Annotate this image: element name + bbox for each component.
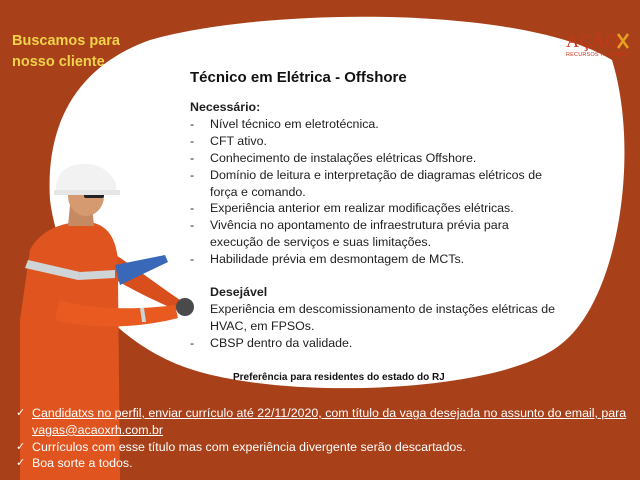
dash-bullet: -: [190, 218, 195, 233]
preference-note: Preferência para residentes do estado do RJ: [233, 372, 445, 383]
check-icon: ✓: [16, 440, 26, 453]
dash-bullet: -: [190, 116, 195, 131]
desired-heading: Desejável: [210, 285, 268, 300]
dash-bullet: -: [190, 335, 195, 350]
application-email-link[interactable]: Candidatxs no perfil, enviar currículo até 22/11/2020, com título da vaga desejada no assunto do email, para vagas@acaoxrh.com.br: [32, 406, 627, 437]
required-item: - Nível técnico em eletrotécnica.: [190, 116, 379, 131]
company-logo: [560, 30, 632, 64]
check-icon: ✓: [16, 457, 26, 470]
dash-bullet: -: [190, 201, 195, 216]
job-requirements: [190, 99, 560, 352]
tagline-line: nosso cliente: [12, 54, 105, 70]
required-item: - Vivência no apontamento de infraestrutura prévia para execução de serviços e suas limitações.: [190, 218, 509, 250]
logo-subtitle: RECURSOS HUMANOS: [566, 52, 631, 58]
desired-item: - CBSP dentro da validade.: [190, 335, 353, 350]
required-heading: Necessário:: [190, 100, 261, 114]
job-title: Técnico em Elétrica - Offshore: [190, 69, 407, 86]
required-item: - CFT ativo.: [190, 133, 267, 148]
dash-bullet: -: [190, 167, 195, 182]
tagline: [12, 31, 120, 73]
logo-name: AÇÃO: [566, 31, 620, 51]
logo-x-icon: [616, 32, 630, 50]
dash-bullet: -: [190, 150, 195, 165]
instruction-line: [16, 405, 636, 439]
dash-bullet: -: [190, 252, 195, 267]
instruction-line: ✓ Currículos com esse título mas com experiência divergente serão descartados.: [16, 439, 466, 454]
required-item: - Domínio de leitura e interpretação de diagramas elétricos de força e comando.: [190, 167, 542, 199]
required-item: - Experiência anterior em realizar modificações elétricas.: [190, 201, 514, 216]
check-icon: ✓: [16, 407, 26, 419]
desired-text: Experiência em descomissionamento de instações elétricas de HVAC, em FPSOs.: [210, 301, 556, 333]
tagline-line: Buscamos para: [12, 33, 120, 49]
dash-bullet: -: [190, 133, 195, 148]
required-item: - Conhecimento de instalações elétricas Offshore.: [190, 150, 477, 165]
required-item: - Habilidade prévia em desmontagem de MCTs.: [190, 252, 465, 267]
application-instructions: [16, 405, 636, 472]
instruction-line: ✓ Boa sorte a todos.: [16, 456, 133, 471]
